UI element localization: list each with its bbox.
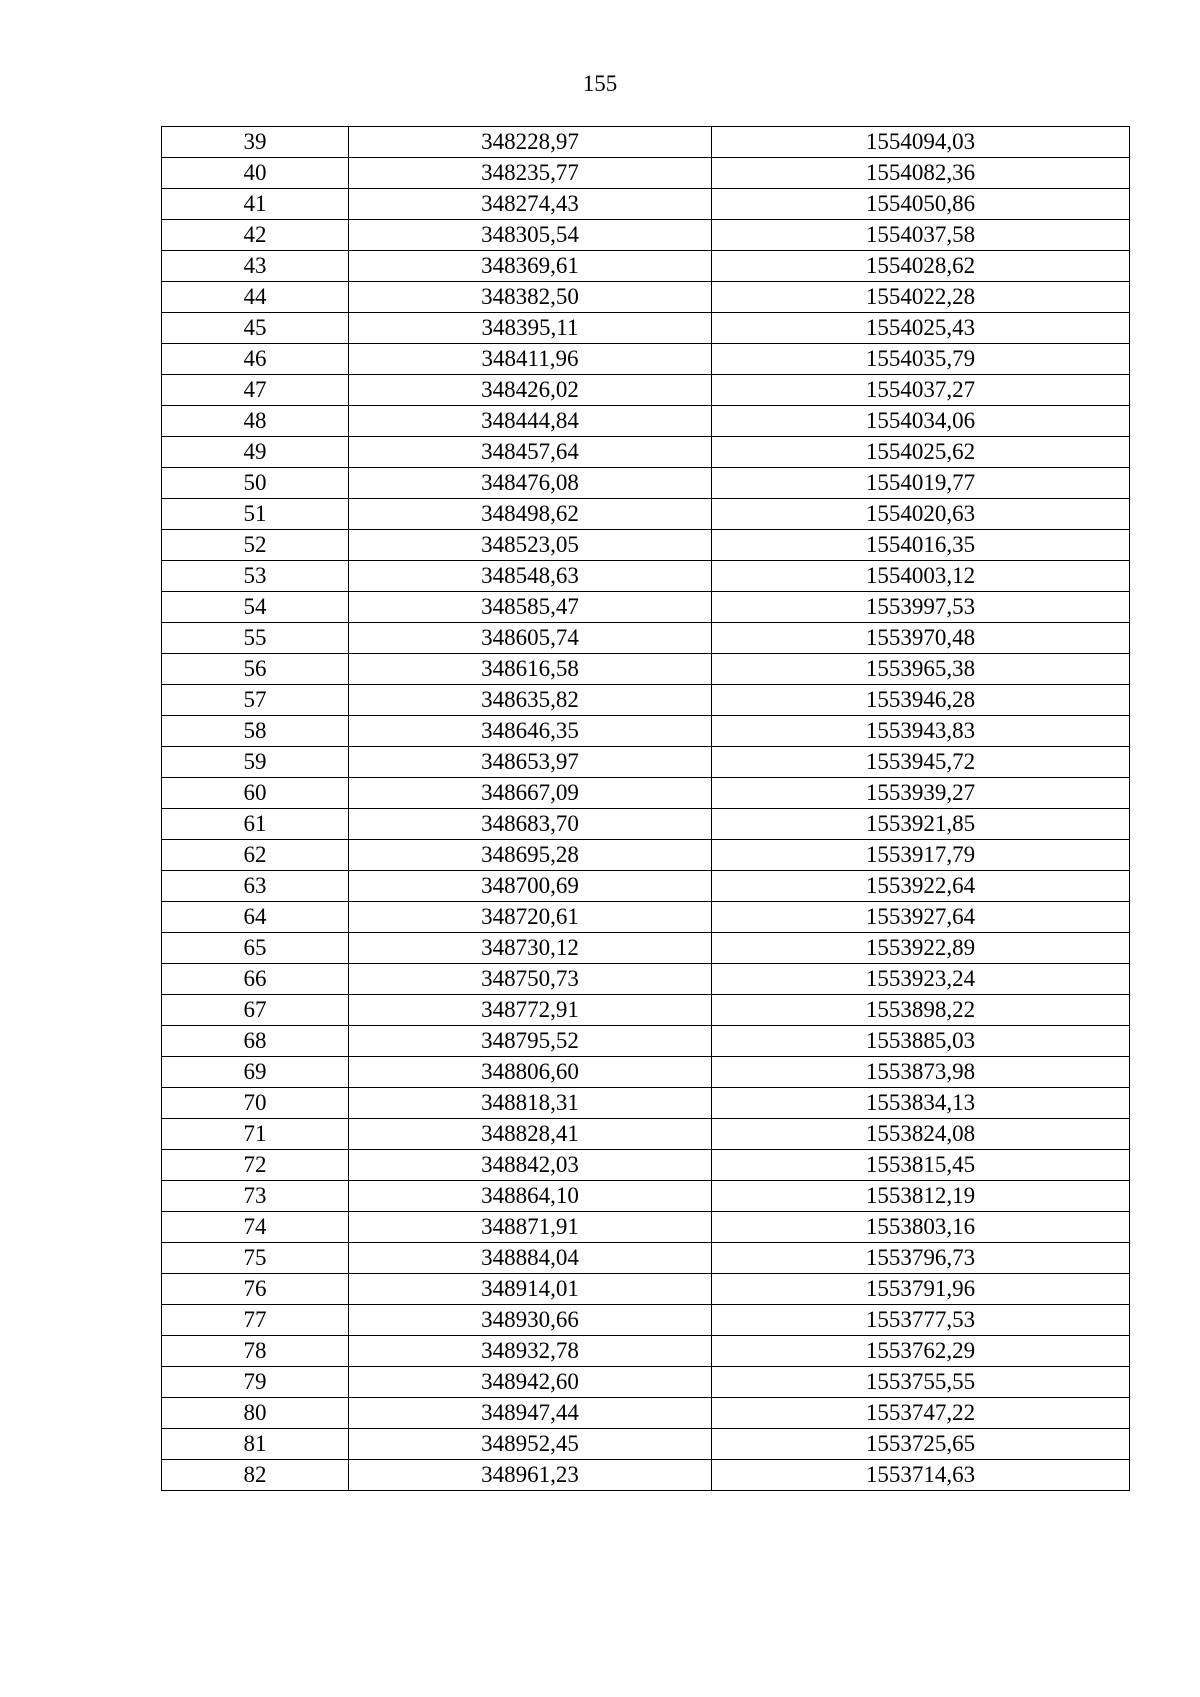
y-coordinate-cell: 1553922,89 — [712, 933, 1130, 964]
x-coordinate-cell: 348884,04 — [349, 1243, 712, 1274]
point-number-cell: 47 — [162, 375, 349, 406]
x-coordinate-cell: 348700,69 — [349, 871, 712, 902]
y-coordinate-cell: 1554035,79 — [712, 344, 1130, 375]
point-number-cell: 45 — [162, 313, 349, 344]
point-number-cell: 41 — [162, 189, 349, 220]
y-coordinate-cell: 1553796,73 — [712, 1243, 1130, 1274]
table-row — [162, 685, 1130, 716]
table-row — [162, 561, 1130, 592]
point-number-cell: 55 — [162, 623, 349, 654]
y-coordinate-cell: 1553873,98 — [712, 1057, 1130, 1088]
coordinates-table — [161, 126, 1130, 1491]
point-number-cell: 68 — [162, 1026, 349, 1057]
y-coordinate-cell: 1554082,36 — [712, 158, 1130, 189]
table-row — [162, 127, 1130, 158]
point-number-cell: 78 — [162, 1336, 349, 1367]
point-number-cell: 76 — [162, 1274, 349, 1305]
point-number-cell: 70 — [162, 1088, 349, 1119]
table-row — [162, 1243, 1130, 1274]
x-coordinate-cell: 348961,23 — [349, 1460, 712, 1491]
x-coordinate-cell: 348653,97 — [349, 747, 712, 778]
x-coordinate-cell: 348523,05 — [349, 530, 712, 561]
point-number-cell: 44 — [162, 282, 349, 313]
point-number-cell: 40 — [162, 158, 349, 189]
y-coordinate-cell: 1554020,63 — [712, 499, 1130, 530]
table-row — [162, 623, 1130, 654]
y-coordinate-cell: 1554028,62 — [712, 251, 1130, 282]
table-row — [162, 1274, 1130, 1305]
table-row — [162, 1398, 1130, 1429]
x-coordinate-cell: 348942,60 — [349, 1367, 712, 1398]
y-coordinate-cell: 1553943,83 — [712, 716, 1130, 747]
x-coordinate-cell: 348871,91 — [349, 1212, 712, 1243]
table-row — [162, 933, 1130, 964]
y-coordinate-cell: 1553791,96 — [712, 1274, 1130, 1305]
y-coordinate-cell: 1554094,03 — [712, 127, 1130, 158]
table-row — [162, 1367, 1130, 1398]
y-coordinate-cell: 1553997,53 — [712, 592, 1130, 623]
point-number-cell: 49 — [162, 437, 349, 468]
y-coordinate-cell: 1554037,27 — [712, 375, 1130, 406]
y-coordinate-cell: 1553803,16 — [712, 1212, 1130, 1243]
point-number-cell: 56 — [162, 654, 349, 685]
table-row — [162, 747, 1130, 778]
x-coordinate-cell: 348444,84 — [349, 406, 712, 437]
x-coordinate-cell: 348235,77 — [349, 158, 712, 189]
x-coordinate-cell: 348720,61 — [349, 902, 712, 933]
y-coordinate-cell: 1554019,77 — [712, 468, 1130, 499]
table-row — [162, 1181, 1130, 1212]
x-coordinate-cell: 348828,41 — [349, 1119, 712, 1150]
table-row — [162, 499, 1130, 530]
y-coordinate-cell: 1553762,29 — [712, 1336, 1130, 1367]
y-coordinate-cell: 1553939,27 — [712, 778, 1130, 809]
table-row — [162, 1305, 1130, 1336]
x-coordinate-cell: 348930,66 — [349, 1305, 712, 1336]
x-coordinate-cell: 348842,03 — [349, 1150, 712, 1181]
x-coordinate-cell: 348695,28 — [349, 840, 712, 871]
x-coordinate-cell: 348772,91 — [349, 995, 712, 1026]
table-row — [162, 1460, 1130, 1491]
y-coordinate-cell: 1554025,43 — [712, 313, 1130, 344]
point-number-cell: 75 — [162, 1243, 349, 1274]
point-number-cell: 69 — [162, 1057, 349, 1088]
point-number-cell: 48 — [162, 406, 349, 437]
point-number-cell: 79 — [162, 1367, 349, 1398]
x-coordinate-cell: 348750,73 — [349, 964, 712, 995]
point-number-cell: 60 — [162, 778, 349, 809]
point-number-cell: 66 — [162, 964, 349, 995]
y-coordinate-cell: 1553923,24 — [712, 964, 1130, 995]
y-coordinate-cell: 1553815,45 — [712, 1150, 1130, 1181]
y-coordinate-cell: 1554003,12 — [712, 561, 1130, 592]
y-coordinate-cell: 1554016,35 — [712, 530, 1130, 561]
x-coordinate-cell: 348806,60 — [349, 1057, 712, 1088]
x-coordinate-cell: 348411,96 — [349, 344, 712, 375]
x-coordinate-cell: 348667,09 — [349, 778, 712, 809]
point-number-cell: 82 — [162, 1460, 349, 1491]
point-number-cell: 65 — [162, 933, 349, 964]
x-coordinate-cell: 348795,52 — [349, 1026, 712, 1057]
table-row — [162, 1119, 1130, 1150]
y-coordinate-cell: 1554050,86 — [712, 189, 1130, 220]
point-number-cell: 43 — [162, 251, 349, 282]
x-coordinate-cell: 348369,61 — [349, 251, 712, 282]
point-number-cell: 73 — [162, 1181, 349, 1212]
table-row — [162, 840, 1130, 871]
y-coordinate-cell: 1553921,85 — [712, 809, 1130, 840]
y-coordinate-cell: 1553917,79 — [712, 840, 1130, 871]
x-coordinate-cell: 348932,78 — [349, 1336, 712, 1367]
x-coordinate-cell: 348818,31 — [349, 1088, 712, 1119]
point-number-cell: 62 — [162, 840, 349, 871]
table-row — [162, 220, 1130, 251]
x-coordinate-cell: 348947,44 — [349, 1398, 712, 1429]
x-coordinate-cell: 348426,02 — [349, 375, 712, 406]
table-row — [162, 468, 1130, 499]
y-coordinate-cell: 1554037,58 — [712, 220, 1130, 251]
point-number-cell: 64 — [162, 902, 349, 933]
coordinates-table-body — [162, 127, 1130, 1491]
point-number-cell: 51 — [162, 499, 349, 530]
y-coordinate-cell: 1553898,22 — [712, 995, 1130, 1026]
table-row — [162, 375, 1130, 406]
x-coordinate-cell: 348616,58 — [349, 654, 712, 685]
table-row — [162, 902, 1130, 933]
y-coordinate-cell: 1553714,63 — [712, 1460, 1130, 1491]
y-coordinate-cell: 1553747,22 — [712, 1398, 1130, 1429]
y-coordinate-cell: 1553885,03 — [712, 1026, 1130, 1057]
x-coordinate-cell: 348305,54 — [349, 220, 712, 251]
y-coordinate-cell: 1554034,06 — [712, 406, 1130, 437]
table-row — [162, 716, 1130, 747]
table-row — [162, 809, 1130, 840]
point-number-cell: 80 — [162, 1398, 349, 1429]
table-row — [162, 1336, 1130, 1367]
table-row — [162, 344, 1130, 375]
y-coordinate-cell: 1553927,64 — [712, 902, 1130, 933]
point-number-cell: 53 — [162, 561, 349, 592]
x-coordinate-cell: 348457,64 — [349, 437, 712, 468]
point-number-cell: 42 — [162, 220, 349, 251]
point-number-cell: 52 — [162, 530, 349, 561]
point-number-cell: 61 — [162, 809, 349, 840]
table-row — [162, 592, 1130, 623]
y-coordinate-cell: 1554025,62 — [712, 437, 1130, 468]
point-number-cell: 54 — [162, 592, 349, 623]
y-coordinate-cell: 1553824,08 — [712, 1119, 1130, 1150]
point-number-cell: 58 — [162, 716, 349, 747]
point-number-cell: 50 — [162, 468, 349, 499]
point-number-cell: 71 — [162, 1119, 349, 1150]
x-coordinate-cell: 348952,45 — [349, 1429, 712, 1460]
table-row — [162, 1088, 1130, 1119]
x-coordinate-cell: 348730,12 — [349, 933, 712, 964]
point-number-cell: 81 — [162, 1429, 349, 1460]
x-coordinate-cell: 348274,43 — [349, 189, 712, 220]
y-coordinate-cell: 1553970,48 — [712, 623, 1130, 654]
point-number-cell: 67 — [162, 995, 349, 1026]
table-row — [162, 1057, 1130, 1088]
y-coordinate-cell: 1553965,38 — [712, 654, 1130, 685]
table-row — [162, 189, 1130, 220]
x-coordinate-cell: 348395,11 — [349, 313, 712, 344]
y-coordinate-cell: 1553834,13 — [712, 1088, 1130, 1119]
table-row — [162, 313, 1130, 344]
y-coordinate-cell: 1554022,28 — [712, 282, 1130, 313]
table-row — [162, 1026, 1130, 1057]
x-coordinate-cell: 348382,50 — [349, 282, 712, 313]
table-row — [162, 251, 1130, 282]
x-coordinate-cell: 348635,82 — [349, 685, 712, 716]
x-coordinate-cell: 348228,97 — [349, 127, 712, 158]
x-coordinate-cell: 348605,74 — [349, 623, 712, 654]
x-coordinate-cell: 348548,63 — [349, 561, 712, 592]
point-number-cell: 72 — [162, 1150, 349, 1181]
table-row — [162, 1429, 1130, 1460]
table-row — [162, 1150, 1130, 1181]
x-coordinate-cell: 348498,62 — [349, 499, 712, 530]
point-number-cell: 39 — [162, 127, 349, 158]
y-coordinate-cell: 1553922,64 — [712, 871, 1130, 902]
x-coordinate-cell: 348585,47 — [349, 592, 712, 623]
y-coordinate-cell: 1553945,72 — [712, 747, 1130, 778]
x-coordinate-cell: 348864,10 — [349, 1181, 712, 1212]
table-row — [162, 1212, 1130, 1243]
page-number: 155 — [582, 71, 618, 96]
y-coordinate-cell: 1553755,55 — [712, 1367, 1130, 1398]
table-row — [162, 654, 1130, 685]
table-row — [162, 406, 1130, 437]
point-number-cell: 74 — [162, 1212, 349, 1243]
y-coordinate-cell: 1553812,19 — [712, 1181, 1130, 1212]
y-coordinate-cell: 1553777,53 — [712, 1305, 1130, 1336]
x-coordinate-cell: 348476,08 — [349, 468, 712, 499]
x-coordinate-cell: 348646,35 — [349, 716, 712, 747]
point-number-cell: 57 — [162, 685, 349, 716]
x-coordinate-cell: 348914,01 — [349, 1274, 712, 1305]
point-number-cell: 77 — [162, 1305, 349, 1336]
y-coordinate-cell: 1553946,28 — [712, 685, 1130, 716]
table-row — [162, 964, 1130, 995]
x-coordinate-cell: 348683,70 — [349, 809, 712, 840]
y-coordinate-cell: 1553725,65 — [712, 1429, 1130, 1460]
point-number-cell: 63 — [162, 871, 349, 902]
table-row — [162, 778, 1130, 809]
table-row — [162, 282, 1130, 313]
table-row — [162, 871, 1130, 902]
point-number-cell: 46 — [162, 344, 349, 375]
table-row — [162, 995, 1130, 1026]
table-row — [162, 158, 1130, 189]
point-number-cell: 59 — [162, 747, 349, 778]
table-row — [162, 530, 1130, 561]
table-row — [162, 437, 1130, 468]
